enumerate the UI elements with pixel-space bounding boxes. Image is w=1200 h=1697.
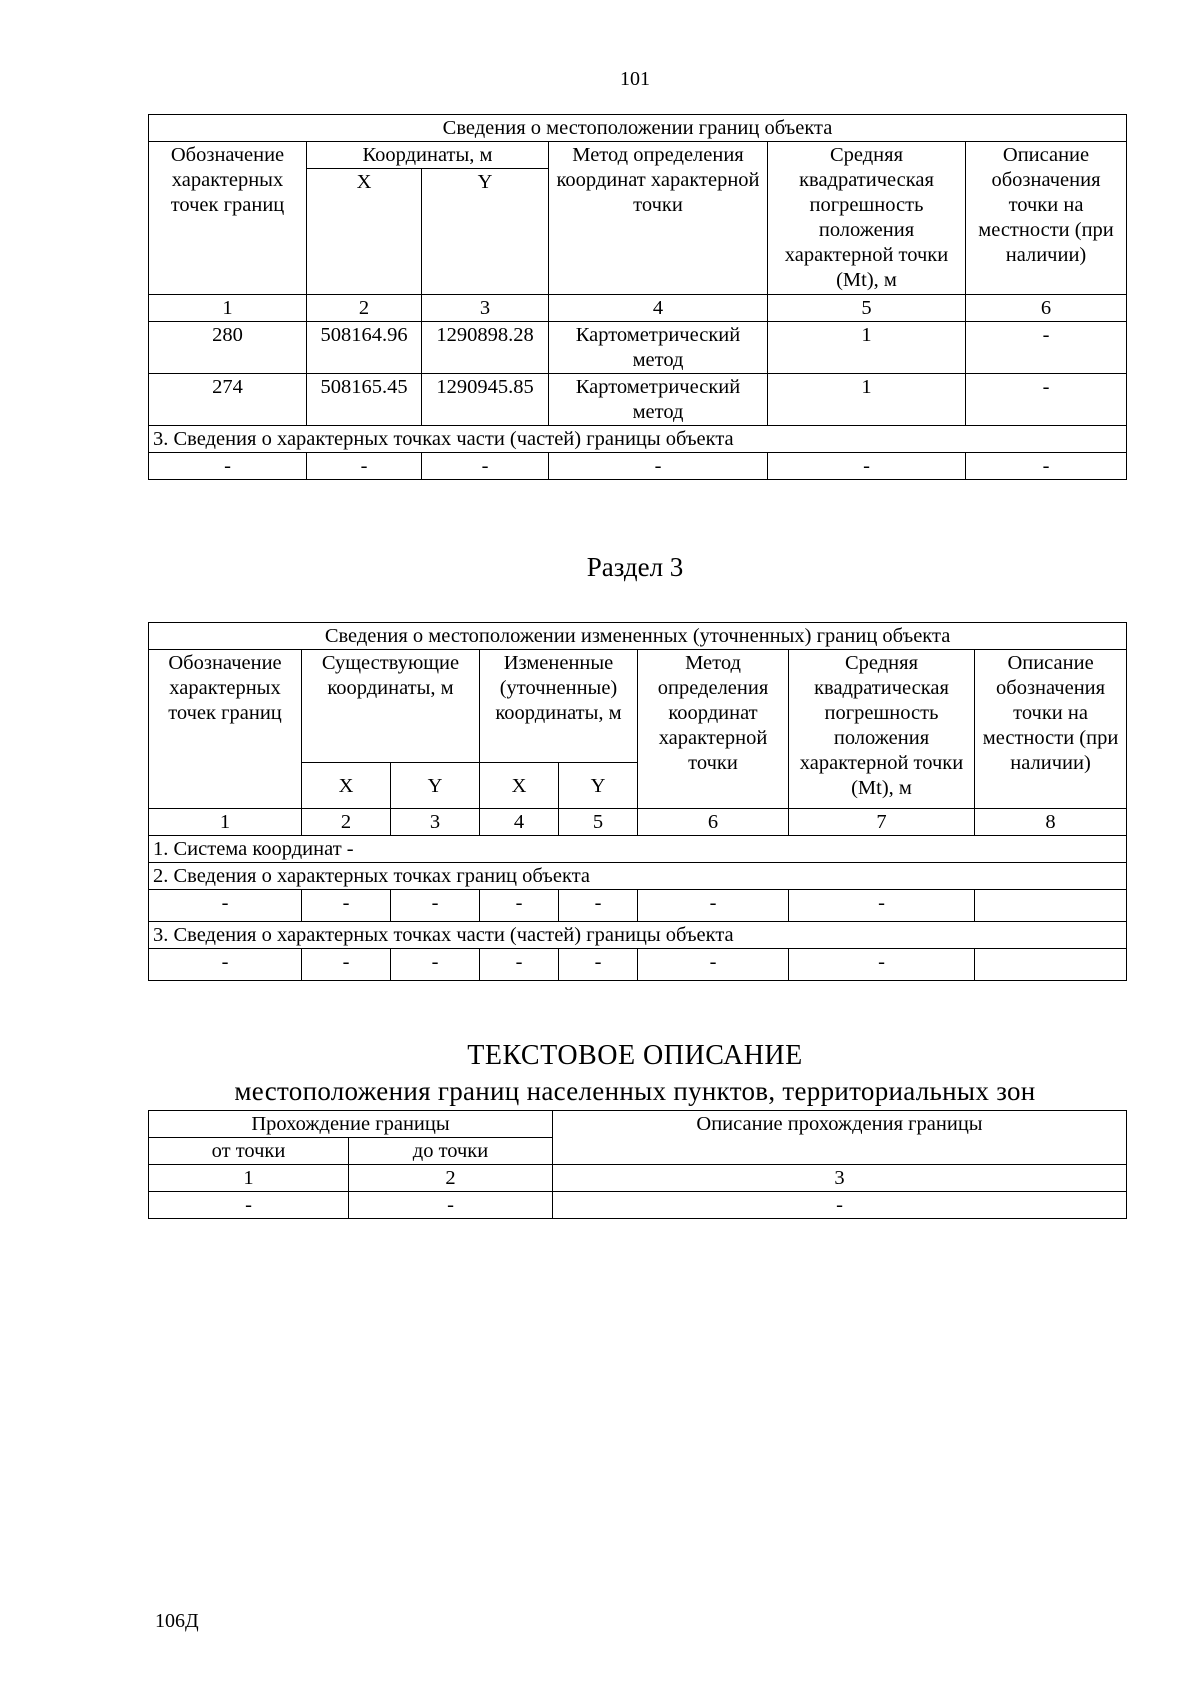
cell-empty: - — [768, 453, 966, 480]
table-row — [149, 890, 1127, 922]
cell-empty: - — [638, 949, 789, 981]
col-number: 6 — [638, 809, 789, 836]
cell-empty: - — [307, 453, 422, 480]
header-x: X — [480, 763, 559, 809]
header-method: Метод определения координат характерной точки — [549, 142, 768, 295]
cell-empty: - — [549, 453, 768, 480]
col-number: 2 — [349, 1165, 553, 1192]
cell-empty: - — [391, 890, 480, 922]
col-number: 1 — [149, 295, 307, 322]
cell-empty: - — [149, 890, 302, 922]
header-description: Описание обозначения точки на местности (при наличии) — [966, 142, 1127, 295]
header-passage-description: Описание прохождения границы — [553, 1111, 1127, 1165]
col-number: 5 — [768, 295, 966, 322]
header-error: Средняя квадратическая погрешность положения характерной точки (Mt), м — [768, 142, 966, 295]
header-x: X — [307, 169, 422, 295]
header-coords: Координаты, м — [307, 142, 549, 169]
cell-method: Картометрический метод — [549, 322, 768, 374]
cell-description: - — [966, 322, 1127, 374]
cell-empty: - — [638, 890, 789, 922]
cell-empty — [975, 890, 1127, 922]
cell-empty: - — [553, 1192, 1127, 1219]
cell-empty: - — [559, 890, 638, 922]
cell-empty: - — [349, 1192, 553, 1219]
header-passage: Прохождение границы — [149, 1111, 553, 1138]
cell-empty: - — [302, 949, 391, 981]
cell-y: 1290898.28 — [422, 322, 549, 374]
text-description-subtitle: местоположения границ населенных пунктов, территориальных зон — [234, 1076, 1036, 1106]
col-number: 3 — [422, 295, 549, 322]
subsection-1: 1. Система координат - — [149, 836, 1127, 863]
cell-description: - — [966, 374, 1127, 426]
cell-x: 508164.96 — [307, 322, 422, 374]
cell-empty: - — [422, 453, 549, 480]
cell-empty: - — [149, 949, 302, 981]
header-y: Y — [559, 763, 638, 809]
cell-error: 1 — [768, 374, 966, 426]
table-row — [149, 374, 1127, 426]
cell-empty: - — [302, 890, 391, 922]
table-caption: Сведения о местоположении границ объекта — [149, 115, 1127, 142]
col-number: 5 — [559, 809, 638, 836]
col-number: 2 — [307, 295, 422, 322]
page-number: 101 — [620, 68, 650, 90]
table-caption: Сведения о местоположении измененных (уточненных) границ объекта — [149, 623, 1127, 650]
header-x: X — [302, 763, 391, 809]
header-y: Y — [391, 763, 480, 809]
cell-y: 1290945.85 — [422, 374, 549, 426]
table-row — [149, 949, 1127, 981]
cell-empty: - — [789, 949, 975, 981]
cell-point: 274 — [149, 374, 307, 426]
header-method: Метод определения координат характерной точки — [638, 650, 789, 809]
table-row — [149, 453, 1127, 480]
header-description: Описание обозначения точки на местности (при наличии) — [975, 650, 1127, 809]
cell-x: 508165.45 — [307, 374, 422, 426]
text-description-title: ТЕКСТОВОЕ ОПИСАНИЕ — [467, 1040, 803, 1071]
header-to-point: до точки — [349, 1138, 553, 1165]
col-number: 3 — [553, 1165, 1127, 1192]
cell-empty: - — [966, 453, 1127, 480]
boundary-passage-table — [148, 1110, 1127, 1219]
header-existing: Существующие координаты, м — [302, 650, 480, 763]
col-number: 4 — [549, 295, 768, 322]
col-number: 7 — [789, 809, 975, 836]
cell-point: 280 — [149, 322, 307, 374]
cell-empty: - — [559, 949, 638, 981]
cell-empty: - — [480, 890, 559, 922]
cell-empty: - — [149, 453, 307, 480]
col-number: 1 — [149, 809, 302, 836]
header-from-point: от точки — [149, 1138, 349, 1165]
col-number: 8 — [975, 809, 1127, 836]
header-error: Средняя квадратическая погрешность положения характерной точки (Mt), м — [789, 650, 975, 809]
boundary-table — [148, 114, 1127, 480]
table-row — [149, 1192, 1127, 1219]
col-number: 6 — [966, 295, 1127, 322]
header-point: Обозначение характерных точек границ — [149, 142, 307, 295]
cell-empty: - — [480, 949, 559, 981]
subsection-2: 2. Сведения о характерных точках границ объекта — [149, 863, 1127, 890]
table-row — [149, 322, 1127, 374]
header-y: Y — [422, 169, 549, 295]
header-point: Обозначение характерных точек границ — [149, 650, 302, 809]
cell-empty: - — [789, 890, 975, 922]
subsection-3: 3. Сведения о характерных точках части (частей) границы объекта — [149, 426, 1127, 453]
header-changed: Измененные (уточненные) координаты, м — [480, 650, 638, 763]
col-number: 4 — [480, 809, 559, 836]
subsection-3: 3. Сведения о характерных точках части (частей) границы объекта — [149, 922, 1127, 949]
section-title: Раздел 3 — [586, 552, 684, 582]
col-number: 1 — [149, 1165, 349, 1192]
cell-empty: - — [149, 1192, 349, 1219]
col-number: 3 — [391, 809, 480, 836]
cell-error: 1 — [768, 322, 966, 374]
col-number: 2 — [302, 809, 391, 836]
changed-boundary-table — [148, 622, 1127, 981]
cell-empty — [975, 949, 1127, 981]
cell-empty: - — [391, 949, 480, 981]
cell-method: Картометрический метод — [549, 374, 768, 426]
footer-code: 106Д — [155, 1610, 199, 1632]
